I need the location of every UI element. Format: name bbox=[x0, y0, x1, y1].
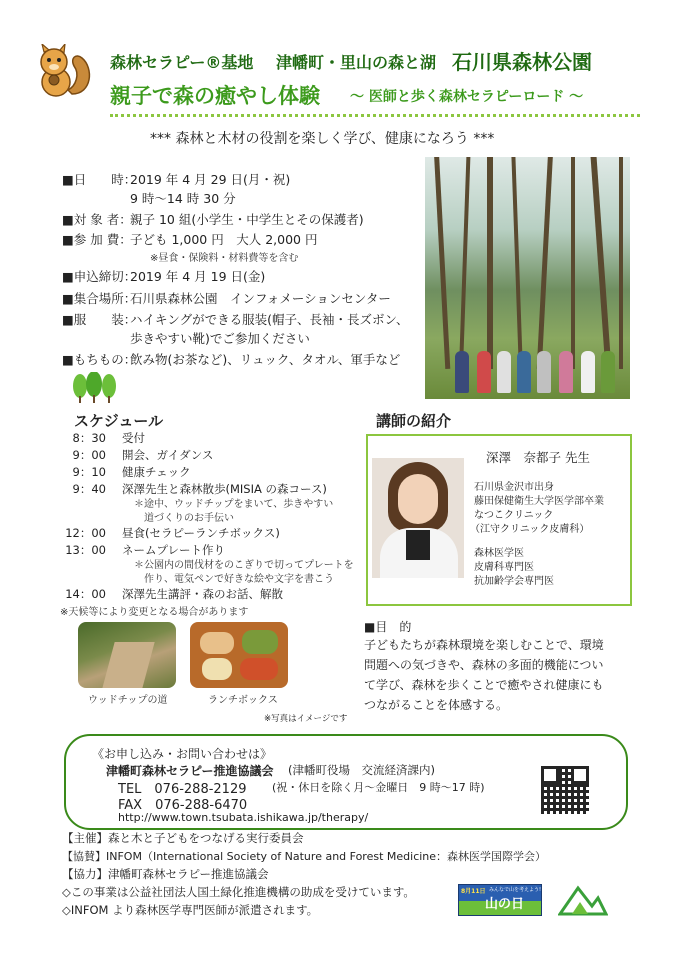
sensei-bio-5: 森林医学医 bbox=[474, 548, 524, 559]
header-line1-b: 津幡町・里山の森と湖 bbox=[276, 53, 437, 72]
info-value: 2019 年 4 月 29 日(月・祝) bbox=[130, 172, 291, 187]
footer-organizer: 【主催】森と木と子どもをつなげる実行委員会 bbox=[62, 831, 304, 845]
schedule-activity: 道づくりのお手伝い bbox=[134, 513, 234, 524]
contact-org-sub: (津幡町役場 交流経済課内) bbox=[288, 763, 435, 777]
info-value: ハイキングができる服装(帽子、長袖・長ズボン、 bbox=[130, 312, 409, 327]
mountain-day-badge bbox=[458, 884, 542, 916]
sensei-name: 深澤 奈都子 先生 bbox=[486, 450, 590, 465]
contact-org: 津幡町森林セラピー推進協議会 bbox=[106, 764, 274, 778]
schedule-time: 13：00 bbox=[65, 543, 106, 557]
info-value: 歩きやすい靴)でご参加ください bbox=[130, 331, 310, 346]
squirrel-mascot-icon bbox=[32, 44, 94, 100]
info-value: 9 時～14 時 30 分 bbox=[130, 191, 236, 206]
contact-heading: 《お申し込み・お問い合わせは》 bbox=[92, 747, 273, 761]
purpose-line-2: て学び、森林を歩くことで癒やされ健康にも bbox=[364, 678, 604, 692]
contact-fax: FAX 076-288-6470 bbox=[118, 798, 248, 813]
schedule-heading: スケジュール bbox=[74, 412, 164, 430]
info-row-clothes bbox=[62, 311, 409, 329]
purpose-line-0: 子どもたちが森林環境を楽しむことで、環境 bbox=[364, 638, 604, 652]
info-row-time bbox=[62, 190, 236, 208]
page-title: 親子で森の癒やし体験 bbox=[110, 84, 320, 108]
photo-caption-lunchbox: ランチボックス bbox=[208, 695, 278, 706]
contact-url[interactable]: http://www.town.tsubata.ishikawa.jp/therapy/ bbox=[118, 811, 369, 824]
sensei-box bbox=[366, 434, 632, 606]
info-value: 親子 10 組(小学生・中学生とその保護者) bbox=[130, 212, 364, 227]
schedule-activity: 深澤先生と森林散歩(MISIA の森コース) bbox=[122, 482, 327, 496]
info-label: ■服 装： bbox=[62, 312, 137, 327]
header-line1-a: 森林セラピー®基地 bbox=[110, 53, 254, 72]
footer-sponsor: 【協賛】INFOM（International Society of Nature and Forest Medicine：森林医学国際学会） bbox=[62, 850, 547, 863]
info-row-place bbox=[62, 290, 391, 308]
info-label: ■日 時： bbox=[62, 172, 137, 187]
info-label: ■参 加 費： bbox=[62, 232, 132, 247]
schedule-time: 14：00 bbox=[65, 587, 106, 601]
badge-main: 山の日 bbox=[485, 897, 525, 912]
schedule-time: 9：00 bbox=[72, 448, 106, 462]
mountain-logo-icon bbox=[558, 884, 608, 916]
sensei-bio-7: 抗加齢学会専門医 bbox=[474, 576, 554, 587]
footer-grant: ◇この事業は公益社団法人国土緑化推進機構の助成を受けています。 bbox=[62, 885, 415, 899]
schedule-time: 12：00 bbox=[65, 526, 106, 540]
trees-icon bbox=[72, 372, 118, 404]
info-label: ■もちもの： bbox=[62, 352, 137, 367]
divider-dotted bbox=[110, 114, 640, 117]
info-row-deadline bbox=[62, 268, 265, 286]
sensei-photo bbox=[372, 458, 464, 578]
sensei-bio-3: （江守クリニック皮膚科） bbox=[470, 524, 590, 535]
info-row-target bbox=[62, 211, 364, 229]
purpose-line-3: つながることを体感する。 bbox=[364, 698, 509, 712]
sensei-bio-0: 石川県金沢市出身 bbox=[474, 482, 554, 493]
info-label: ■集合場所： bbox=[62, 291, 137, 306]
header-line1-c: 石川県森林公園 bbox=[452, 50, 592, 74]
lunchbox-photo bbox=[190, 622, 288, 688]
footer-infom: ◇INFOM より森林医学専門医師が派遣されます。 bbox=[62, 903, 319, 917]
page-subtitle: ～ 医師と歩く森林セラピーロード ～ bbox=[350, 89, 584, 105]
badge-date: 8月11日 bbox=[461, 888, 486, 895]
contact-tel: TEL 076-288-2129 bbox=[118, 782, 247, 797]
schedule-time: 9：10 bbox=[72, 465, 106, 479]
schedule-activity: 昼食(セラピーランチボックス) bbox=[122, 526, 280, 540]
photo-caption-woodchip: ウッドチップの道 bbox=[88, 695, 168, 706]
forest-photo bbox=[425, 157, 630, 399]
info-row-belongings bbox=[62, 351, 400, 369]
purpose-label: ■目 的 bbox=[364, 620, 412, 634]
badge-small: みんなで山を考えよう! bbox=[489, 887, 542, 893]
info-value: ※昼食・保険料・材料費等を含む bbox=[150, 253, 299, 264]
tagline: *** 森林と木材の役割を楽しく学び、健康になろう *** bbox=[150, 131, 495, 147]
schedule-time: 8：30 bbox=[72, 431, 106, 445]
schedule-activity: 作り、電気ペンで好きな絵や文字を書こう bbox=[144, 574, 334, 585]
photo-note: ※写真はイメージです bbox=[264, 714, 348, 724]
info-value: 2019 年 4 月 19 日(金) bbox=[130, 269, 266, 284]
info-row-clothes-2 bbox=[62, 330, 310, 348]
schedule-activity: 開会、ガイダンス bbox=[122, 448, 214, 462]
sensei-bio-2: なつこクリニック bbox=[474, 510, 554, 521]
schedule-activity: ネームプレート作り bbox=[122, 543, 226, 557]
woodchip-path-photo bbox=[78, 622, 176, 688]
schedule-time: 9：40 bbox=[72, 482, 106, 496]
info-row-fee bbox=[62, 231, 317, 249]
schedule-activity: 健康チェック bbox=[122, 465, 191, 479]
info-value: 子ども 1,000 円 大人 2,000 円 bbox=[130, 232, 318, 247]
sensei-bio-1: 藤田保健衛生大学医学部卒業 bbox=[474, 496, 604, 507]
info-value: 石川県森林公園 インフォメーションセンター bbox=[130, 291, 391, 306]
footer-cooperation: 【協力】津幡町森林セラピー推進協議会 bbox=[62, 867, 269, 881]
info-row-fee-note bbox=[150, 250, 298, 268]
schedule-activity: ＊公園内の間伐材をのこぎりで切ってプレートを bbox=[134, 560, 354, 571]
schedule-note: ※天候等により変更となる場合があります bbox=[60, 607, 249, 618]
schedule-activity: ＊途中、ウッドチップをまいて、歩きやすい bbox=[134, 499, 334, 510]
purpose-line-1: 問題への気づきや、森林の多面的機能につい bbox=[364, 658, 604, 672]
qr-code-icon bbox=[541, 766, 589, 814]
sensei-bio-6: 皮膚科専門医 bbox=[474, 562, 534, 573]
contact-tel-note: (祝・休日を除く月～金曜日 9 時～17 時) bbox=[272, 781, 485, 794]
info-row-date bbox=[62, 171, 290, 189]
schedule-activity: 深澤先生講評・森のお話、解散 bbox=[122, 587, 283, 601]
info-label: ■対 象 者： bbox=[62, 212, 132, 227]
info-label: ■申込締切： bbox=[62, 269, 137, 284]
info-value: 飲み物(お茶など)、リュック、タオル、軍手など bbox=[130, 352, 401, 367]
sensei-heading: 講師の紹介 bbox=[376, 412, 452, 430]
schedule-activity: 受付 bbox=[122, 431, 145, 445]
